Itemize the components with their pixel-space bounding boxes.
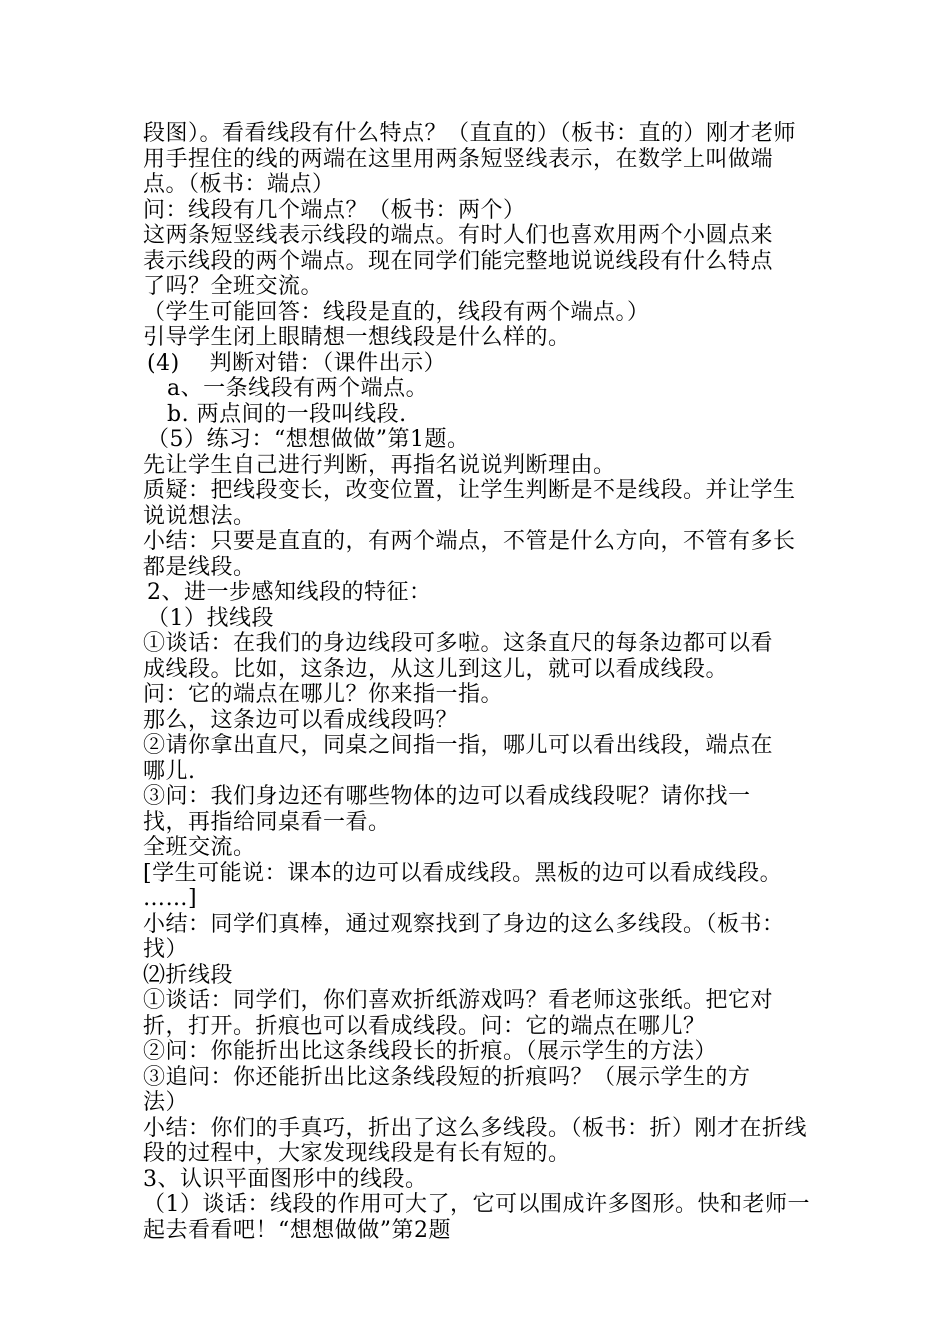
text-line: 2、进一步感知线段的特征： [147,580,432,605]
text-line: ②请你拿出直尺，同桌之间指一指，哪儿可以看出线段，端点在 [143,733,774,758]
text-line: 表示线段的两个端点。现在同学们能完整地说说线段有什么特点 [143,248,774,274]
text-line: 全班交流。 [143,835,256,860]
text-line: 了吗？全班交流。 [143,274,324,299]
text-line: 都是线段。 [143,554,256,580]
text-line: 起去看看吧！“想想做做”第2题 [143,1217,451,1243]
text-line: 那么，这条边可以看成线段吗？ [143,707,459,733]
text-line: ③追问：你还能折出比这条线段短的折痕吗？（展示学生的方 [143,1064,751,1090]
text-line: 折，打开。折痕也可以看成线段。问：它的端点在哪儿？ [143,1013,706,1039]
document-body [143,121,813,1243]
text-line: （5）练习：“想想做做”第1题。 [147,427,470,452]
text-line: 引导学生闭上眼睛想一想线段是什么样的。 [143,325,571,350]
text-line: 质疑：把线段变长，改变位置，让学生判断是不是线段。并让学生 [143,478,796,503]
text-line: 找，再指给同桌看一看。 [143,809,391,835]
text-line: 问：它的端点在哪儿？你来指一指。 [143,682,504,707]
text-line: ……] [143,886,198,911]
text-line: （1）谈话：线段的作用可大了，它可以围成许多图形。快和老师一 [143,1192,810,1217]
text-line: a、一条线段有两个端点。 [167,376,429,401]
text-line: ②问：你能折出比这条线段长的折痕。（展示学生的方法） [143,1039,718,1064]
text-line: 成线段。比如，这条边，从这儿到这儿，就可以看成线段。 [143,656,729,682]
text-line: 法） [143,1090,189,1115]
text-line: (4) 判断对错：（课件出示） [147,350,447,376]
text-line: b. 两点间的一段叫线段. [167,401,407,427]
text-line: 先让学生自己进行判断，再指名说说判断理由。 [143,452,616,478]
text-line: 段的过程中，大家发现线段是有长有短的。 [143,1141,571,1166]
text-line: 找） [143,937,189,962]
text-line: 问：线段有几个端点？（板书：两个） [143,197,526,223]
text-line: 用手捏住的线的两端在这里用两条短竖线表示，在数学上叫做端 [143,146,774,172]
text-line: ①谈话：同学们，你们喜欢折纸游戏吗？看老师这张纸。把它对 [143,988,774,1013]
text-line: 小结：只要是直直的，有两个端点，不管是什么方向，不管有多长 [143,529,796,554]
text-line: 小结：同学们真棒，通过观察找到了身边的这么多线段。（板书： [143,911,785,937]
text-line: （学生可能回答：线段是直的，线段有两个端点。） [143,299,650,325]
text-line: 说说想法。 [143,503,256,529]
text-line: [学生可能说：课本的边可以看成线段。黑板的边可以看成线段。 [143,860,783,886]
text-line: 段图）。看看线段有什么特点？（直直的）（板书：直的）刚才老师 [143,121,797,146]
text-line: ③问：我们身边还有哪些物体的边可以看成线段呢？请你找一 [143,784,751,809]
text-line: 3、认识平面图形中的线段。 [143,1166,428,1192]
text-line: 点。（板书：端点） [143,172,335,197]
text-line: 小结：你们的手真巧，折出了这么多线段。（板书：折）刚才在折线 [143,1115,808,1141]
text-line: ①谈话：在我们的身边线段可多啦。这条直尺的每条边都可以看 [143,631,774,656]
text-line: （1）找线段 [147,605,274,631]
text-line: ⑵折线段 [143,962,234,988]
text-line: 这两条短竖线表示线段的端点。有时人们也喜欢用两个小圆点来 [143,223,774,248]
text-line: 哪儿. [143,758,196,784]
